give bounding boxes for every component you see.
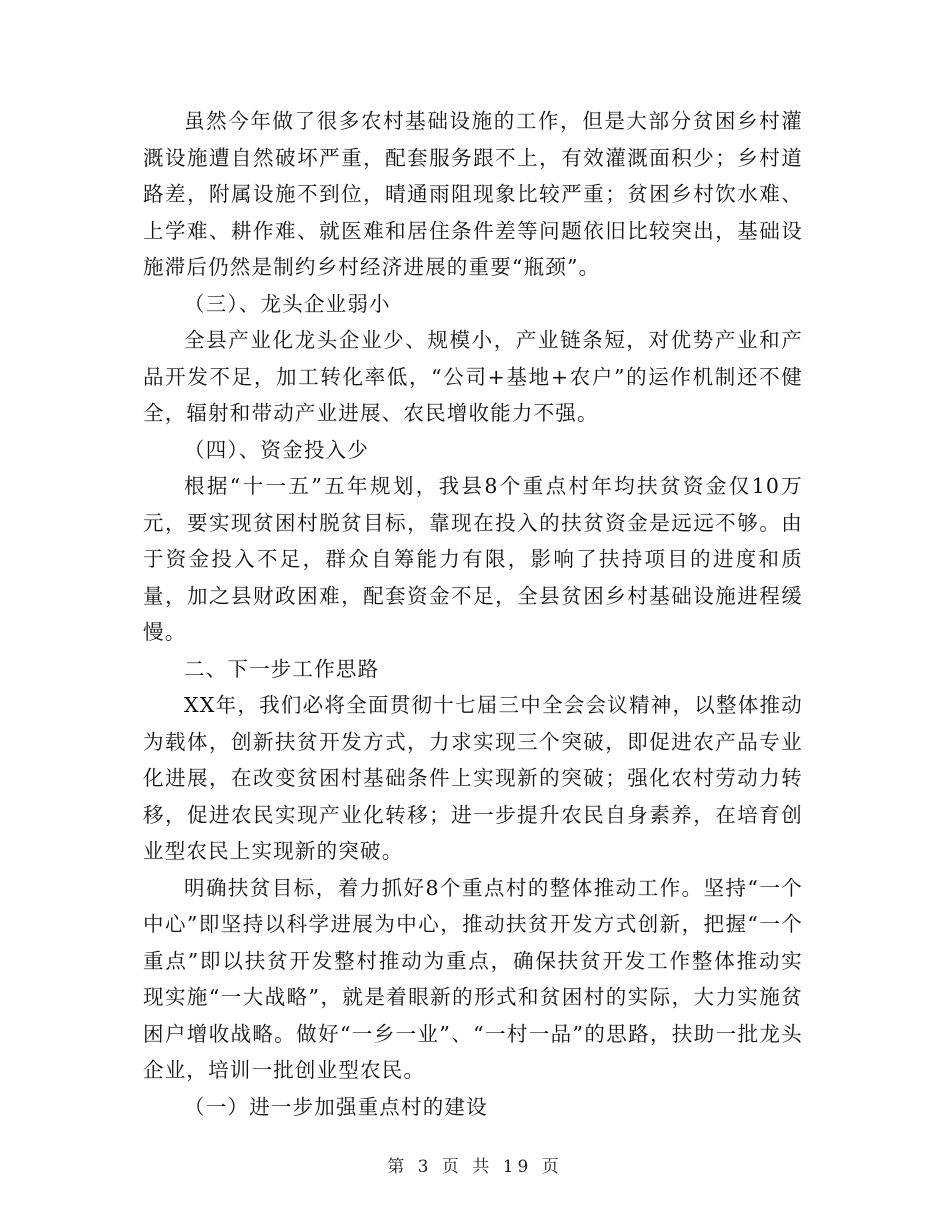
paragraph-goals: 明确扶贫目标，着力抓好8个重点村的整体推动工作。坚持“一个中心”即坚持以科学进展为中心，推动扶贫开发方式创新，把握“一个重点”即以扶贫开发整村推动为重点，确保扶贫开发工作整体推动实现实施“一大战略”，就是着眼新的形式和贫困村的实际，大力实施贫困户增收战略。做好“一乡一业”、“一村一品”的思路，扶助一批龙头企业，培训一批创业型农民。	[143, 875, 803, 1082]
heading-leading-enterprises: （三）、龙头企业弱小	[184, 291, 391, 316]
heading-funding: （四）、资金投入少	[184, 437, 370, 462]
heading-key-villages: （一）进一步加强重点村的建设	[184, 1094, 488, 1119]
page-number-footer: 第 3 页 共 19 页	[387, 1157, 563, 1177]
paragraph-infrastructure: 虽然今年做了很多农村基础设施的工作，但是大部分贫困乡村灌溉设施遭自然破坏严重，配套服务跟不上，有效灌溉面积少；乡村道路差，附属设施不到位，晴通雨阻现象比较严重；贫困乡村饮水难、上学难、耕作难、就医难和居住条件差等问题依旧比较突出，基础设施滞后仍然是制约乡村经济进展的重要“瓶颈”。	[143, 109, 803, 279]
paragraph-funding: 根据“十一五”五年规划，我县8个重点村年均扶贫资金仅10万元，要实现贫困村脱贫目标，靠现在投入的扶贫资金是远远不够。由于资金投入不足，群众自筹能力有限，影响了扶持项目的进度和质量，加之县财政困难，配套资金不足，全县贫困乡村基础设施进程缓慢。	[143, 474, 803, 644]
document-body	[143, 103, 803, 1125]
heading-next-steps: 二、下一步工作思路	[184, 656, 380, 681]
paragraph-plan: XX年，我们必将全面贯彻十七届三中全会会议精神，以整体推动为载体，创新扶贫开发方式，力求实现三个突破，即促进农产品专业化进展，在改变贫困村基础条件上实现新的突破；强化农村劳动力转移，促进农民实现产业化转移；进一步提升农民自身素养，在培育创业型农民上实现新的突破。	[143, 693, 803, 863]
paragraph-enterprises: 全县产业化龙头企业少、规模小，产业链条短，对优势产业和产品开发不足，加工转化率低，“公司+基地+农户”的运作机制还不健全，辐射和带动产业进展、农民增收能力不强。	[143, 328, 803, 425]
